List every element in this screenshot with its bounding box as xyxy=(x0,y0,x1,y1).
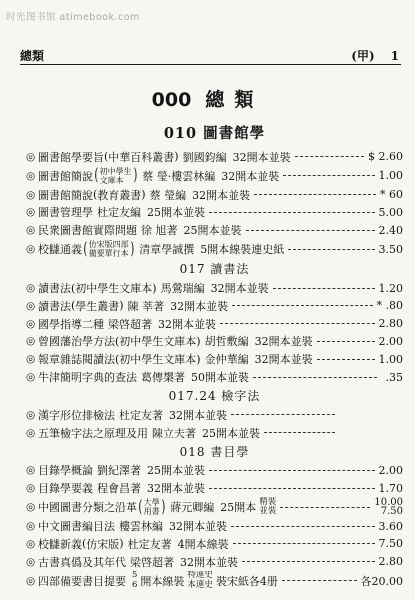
format-segment: 25開本並裝 xyxy=(147,464,205,478)
entry-bullet-icon: ◎ xyxy=(26,353,36,366)
catalog-entry xyxy=(26,406,403,424)
leader-dashes xyxy=(295,156,364,157)
catalog-list xyxy=(26,120,403,591)
entry-series-note xyxy=(115,333,201,349)
entry-bullet-icon: ◎ xyxy=(26,464,36,477)
entry-title: 曾國藩治學方法 xyxy=(38,335,115,349)
format-segment: 32開本並裝 xyxy=(254,335,313,349)
entry-series-note xyxy=(71,280,157,296)
entry-bullet-icon: ◎ xyxy=(26,371,36,384)
entry-price: 2.00 xyxy=(378,334,403,348)
series-note-line: ( 初中學生 xyxy=(99,166,132,176)
entry-price: * .80 xyxy=(376,299,403,313)
entry-price-line: 10.00 xyxy=(374,497,403,508)
entry-price: 1.20 xyxy=(378,281,403,295)
entry-format xyxy=(233,149,291,165)
entry-author: 劉紀澤著 xyxy=(97,464,141,478)
entry-author: 蔡 瑩·樓雲林編 xyxy=(142,169,216,183)
entry-price: 3.60 xyxy=(378,519,403,533)
entry-price-line: 7.50 xyxy=(380,506,403,518)
format-segment-stack xyxy=(259,498,276,517)
format-segment-stack xyxy=(132,571,137,590)
series-note-stack xyxy=(100,167,132,185)
format-segment: 25開本 xyxy=(220,501,257,515)
leader-dashes xyxy=(233,543,375,544)
format-segment: 5開本線裝連史紙 xyxy=(200,243,285,257)
entry-title: 讀書法 xyxy=(38,282,71,296)
entry-title: 四部備要書目提要 xyxy=(38,574,126,588)
leader-dashes xyxy=(254,194,376,195)
entry-title: 圖書館簡說 xyxy=(38,188,93,202)
entry-author: 金仲華編 xyxy=(204,353,249,367)
series-note-stack xyxy=(144,498,160,516)
entry-price: .35 xyxy=(385,370,403,384)
format-segment: 32開本並裝 xyxy=(232,150,291,164)
format-segment-stack xyxy=(187,571,213,590)
entry-author: 杜定友著 xyxy=(119,408,163,422)
entry-bullet-icon: ◎ xyxy=(26,150,36,163)
entry-title: 民衆圖書館實際問題 xyxy=(38,224,137,238)
entry-author: 程會昌著 xyxy=(97,482,141,496)
series-note-line: ( 仿宋版四部 xyxy=(88,240,129,250)
entry-author: 樓雲林編 xyxy=(119,520,163,534)
catalog-entry xyxy=(26,571,403,591)
entry-format xyxy=(211,280,269,296)
leader-dashes xyxy=(264,432,335,433)
entry-title: 讀書法 xyxy=(38,299,71,313)
entry-format xyxy=(178,536,229,552)
entry-title: 圖書管理學 xyxy=(38,206,93,220)
catalog-entry xyxy=(26,221,403,239)
entry-series-note xyxy=(93,167,138,185)
catalog-entry xyxy=(26,553,403,571)
entry-title: 目錄學概論 xyxy=(38,464,93,478)
entry-bullet-icon: ◎ xyxy=(26,408,36,421)
entry-price-stack xyxy=(374,498,403,517)
entry-price: 各20.00 xyxy=(360,574,403,588)
entry-format xyxy=(192,187,250,203)
leader-dashes xyxy=(282,580,357,581)
entry-series-note xyxy=(82,240,135,258)
entry-title: 目錄學要義 xyxy=(38,482,93,496)
volume-label: (甲) xyxy=(351,49,375,63)
entry-bullet-icon: ◎ xyxy=(26,574,36,587)
catalog-entry xyxy=(26,166,403,186)
series-note: ( 初中學生文庫本 xyxy=(119,335,197,349)
entry-format xyxy=(147,204,205,220)
series-note-line: 文庫本 xyxy=(99,175,124,185)
format-segment: 32開本並裝 xyxy=(180,555,238,569)
series-note: ( 學生叢書 xyxy=(75,299,120,313)
format-segment: 25開本並裝 xyxy=(183,224,242,238)
entry-price: * 60 xyxy=(380,188,403,202)
entry-title: 五筆檢字法之原理及用 xyxy=(38,426,148,440)
leader-dashes xyxy=(231,526,375,527)
leader-dashes xyxy=(317,359,375,360)
entry-format xyxy=(255,333,313,349)
entry-bullet-icon: ◎ xyxy=(26,317,36,330)
entry-author: 葛傳槼著 xyxy=(141,371,185,385)
entry-format xyxy=(202,425,260,441)
catalog-entry xyxy=(26,315,403,333)
catalog-entry xyxy=(26,535,403,553)
entry-price: 7.50 xyxy=(378,537,403,551)
catalog-entry xyxy=(26,333,403,351)
entry-author: 清章學誠撰 xyxy=(139,243,195,257)
entry-price: $ 2.60 xyxy=(368,150,403,164)
entry-price: 3.50 xyxy=(378,242,403,256)
entry-bullet-icon: ◎ xyxy=(26,188,36,201)
entry-format xyxy=(147,480,205,496)
entry-format xyxy=(132,571,278,590)
entry-price: 2.40 xyxy=(378,223,403,237)
entry-series-note xyxy=(104,149,179,165)
entry-title: 古書真僞及其年代 xyxy=(38,555,126,569)
leader-dashes xyxy=(231,414,335,415)
entry-bullet-icon: ◎ xyxy=(26,299,36,312)
entry-bullet-icon: ◎ xyxy=(26,335,36,348)
catalog-entry xyxy=(26,424,403,442)
entry-title: 圖書館學要旨 xyxy=(38,150,104,164)
entry-bullet-icon: ◎ xyxy=(26,520,36,533)
catalog-entry xyxy=(26,204,403,222)
entry-author: 劉國鈞編 xyxy=(182,150,227,164)
format-segment: 32開本並裝 xyxy=(254,353,313,367)
watermark: 时光图书馆 atimebook.com xyxy=(6,12,140,23)
format-segment-line: 本連史 xyxy=(187,579,213,590)
catalog-entry xyxy=(26,517,403,535)
entry-bullet-icon: ◎ xyxy=(26,537,36,550)
entry-price: 5.00 xyxy=(378,205,403,219)
entry-title: 報章雜誌閱讀法 xyxy=(38,353,115,367)
series-note: ( 中華百科叢書 xyxy=(108,150,175,164)
entry-price: 2.80 xyxy=(378,317,403,331)
entry-bullet-icon: ◎ xyxy=(26,501,36,514)
catalog-section xyxy=(26,259,403,386)
entry-author: 蔡 瑩編 xyxy=(149,188,187,202)
entry-title: 國學指導二種 xyxy=(38,317,104,331)
catalog-entry xyxy=(26,279,403,297)
format-segment: 32開本並裝 xyxy=(158,317,216,331)
entry-format xyxy=(255,351,313,367)
format-segment: 開本線裝 xyxy=(140,574,185,588)
entry-price: 1.00 xyxy=(378,169,403,183)
class-code: 000 xyxy=(151,89,192,111)
catalog-entry xyxy=(26,148,403,166)
entry-bullet-icon: ◎ xyxy=(26,243,36,256)
leader-dashes xyxy=(209,488,375,489)
format-segment: 32開本並裝 xyxy=(170,299,229,313)
entry-format xyxy=(169,407,227,423)
format-segment: 32開本並裝 xyxy=(169,408,227,422)
entry-author: 杜定友著 xyxy=(127,537,172,551)
format-segment: 32開本並裝 xyxy=(169,520,227,534)
entry-format xyxy=(184,222,242,238)
series-note: ( 初中學生文庫本 xyxy=(75,282,153,296)
catalog-entry xyxy=(26,297,403,315)
series-note-line: 用書 xyxy=(143,507,160,517)
entry-title: 中文圖書編目法 xyxy=(38,520,115,534)
leader-dashes xyxy=(273,288,375,289)
format-segment-line: 精裝 xyxy=(259,497,277,507)
catalog-entry xyxy=(26,462,403,480)
entry-author: 陳立夫著 xyxy=(152,426,196,440)
page-title xyxy=(0,88,415,112)
entry-format xyxy=(170,298,228,314)
entry-price: 1.70 xyxy=(378,481,403,495)
page-marker xyxy=(351,48,401,64)
series-note: ( 初中學生文庫本 xyxy=(119,353,197,367)
format-segment: 32開本並裝 xyxy=(221,169,280,183)
entry-title: 校讎新義 xyxy=(38,537,82,551)
catalog-entry xyxy=(26,368,403,386)
format-segment: 25開本並裝 xyxy=(202,426,260,440)
catalog-entry xyxy=(26,239,403,259)
format-segment: 50開本並裝 xyxy=(191,371,249,385)
entry-format xyxy=(220,498,276,517)
section-heading: 018 書目學 xyxy=(179,444,250,459)
entry-title: 中國圖書分類之沿革 xyxy=(38,501,137,515)
entry-author: 胡哲敷編 xyxy=(204,335,249,349)
series-note-line: ( 大學 xyxy=(143,498,160,508)
entry-author: 陳 莘著 xyxy=(127,299,165,313)
series-note-stack xyxy=(89,240,129,258)
series-note: ( 教育叢書 xyxy=(97,188,142,202)
entry-author: 蔣元卿編 xyxy=(170,501,215,515)
entry-author: 馬鶯瑞編 xyxy=(160,282,205,296)
format-segment-line: 6 xyxy=(132,579,138,590)
entry-price: 2.80 xyxy=(378,555,403,569)
entry-bullet-icon: ◎ xyxy=(26,555,36,568)
entry-series-note xyxy=(71,298,124,314)
catalog-section xyxy=(26,120,403,259)
entry-author: 梁啓超著 xyxy=(130,555,174,569)
leader-dashes xyxy=(209,212,375,213)
entry-format xyxy=(169,518,227,534)
entry-series-note xyxy=(82,536,124,552)
series-note: ( 仿宋版 xyxy=(86,537,120,551)
series-note-line: 備要單行本 xyxy=(88,249,129,259)
catalog-section xyxy=(26,386,403,442)
leader-dashes xyxy=(246,230,375,231)
entry-bullet-icon: ◎ xyxy=(26,169,36,182)
format-segment: 裝宋紙各4册 xyxy=(215,574,278,588)
leader-dashes xyxy=(280,507,370,508)
entry-series-note xyxy=(93,187,146,203)
entry-price: 1.00 xyxy=(378,352,403,366)
leader-dashes xyxy=(242,561,375,562)
entry-series-note xyxy=(115,351,201,367)
format-segment: 32開本並裝 xyxy=(147,482,205,496)
section-heading: 010 圖書館學 xyxy=(163,125,266,142)
entry-format xyxy=(191,369,249,385)
entry-format xyxy=(221,168,279,184)
leader-dashes xyxy=(232,305,372,306)
entry-format xyxy=(147,462,205,478)
format-segment: 4開本線裝 xyxy=(177,537,229,551)
catalog-section xyxy=(26,442,403,591)
catalog-entry xyxy=(26,497,403,517)
format-segment: 32開本並裝 xyxy=(210,282,269,296)
format-segment: 25開本並裝 xyxy=(147,206,205,220)
entry-title: 漢字形位排檢法 xyxy=(38,408,115,422)
entry-format xyxy=(200,241,284,257)
entry-author: 梁啓超著 xyxy=(108,317,152,331)
leader-dashes xyxy=(209,470,375,471)
entry-format xyxy=(180,554,238,570)
entry-bullet-icon: ◎ xyxy=(26,206,36,219)
entry-title: 校讎通義 xyxy=(38,243,82,257)
catalog-entry xyxy=(26,350,403,368)
page-header xyxy=(20,44,401,65)
format-segment-line: 特連史 xyxy=(187,570,213,581)
leader-dashes xyxy=(288,249,374,250)
leader-dashes xyxy=(317,341,375,342)
leader-dashes xyxy=(253,377,377,378)
section-heading: 017.24 檢字法 xyxy=(168,388,261,403)
running-head: 總類 xyxy=(20,49,45,63)
catalog-entry xyxy=(26,479,403,497)
entry-author: 杜定友編 xyxy=(97,206,141,220)
format-segment: 32開本並裝 xyxy=(192,188,251,202)
entry-bullet-icon: ◎ xyxy=(26,482,36,495)
entry-bullet-icon: ◎ xyxy=(26,224,36,237)
format-segment-line: 並裝 xyxy=(259,506,277,517)
entry-bullet-icon: ◎ xyxy=(26,282,36,295)
section-heading: 017 讀書法 xyxy=(179,262,250,277)
catalog-entry xyxy=(26,186,403,204)
entry-price: 2.00 xyxy=(378,463,403,477)
leader-dashes xyxy=(283,175,374,176)
entry-format xyxy=(158,316,216,332)
entry-bullet-icon: ◎ xyxy=(26,426,36,439)
page-number: 1 xyxy=(390,49,399,63)
leader-dashes xyxy=(220,323,375,324)
entry-title: 圖書館簡說 xyxy=(38,169,93,183)
entry-title: 牛津簡明字典的查法 xyxy=(38,371,137,385)
entry-series-note xyxy=(137,498,166,516)
format-segment-line: 5 xyxy=(132,570,138,581)
class-name: 總類 xyxy=(205,89,264,111)
entry-author: 徐 旭著 xyxy=(141,224,178,238)
